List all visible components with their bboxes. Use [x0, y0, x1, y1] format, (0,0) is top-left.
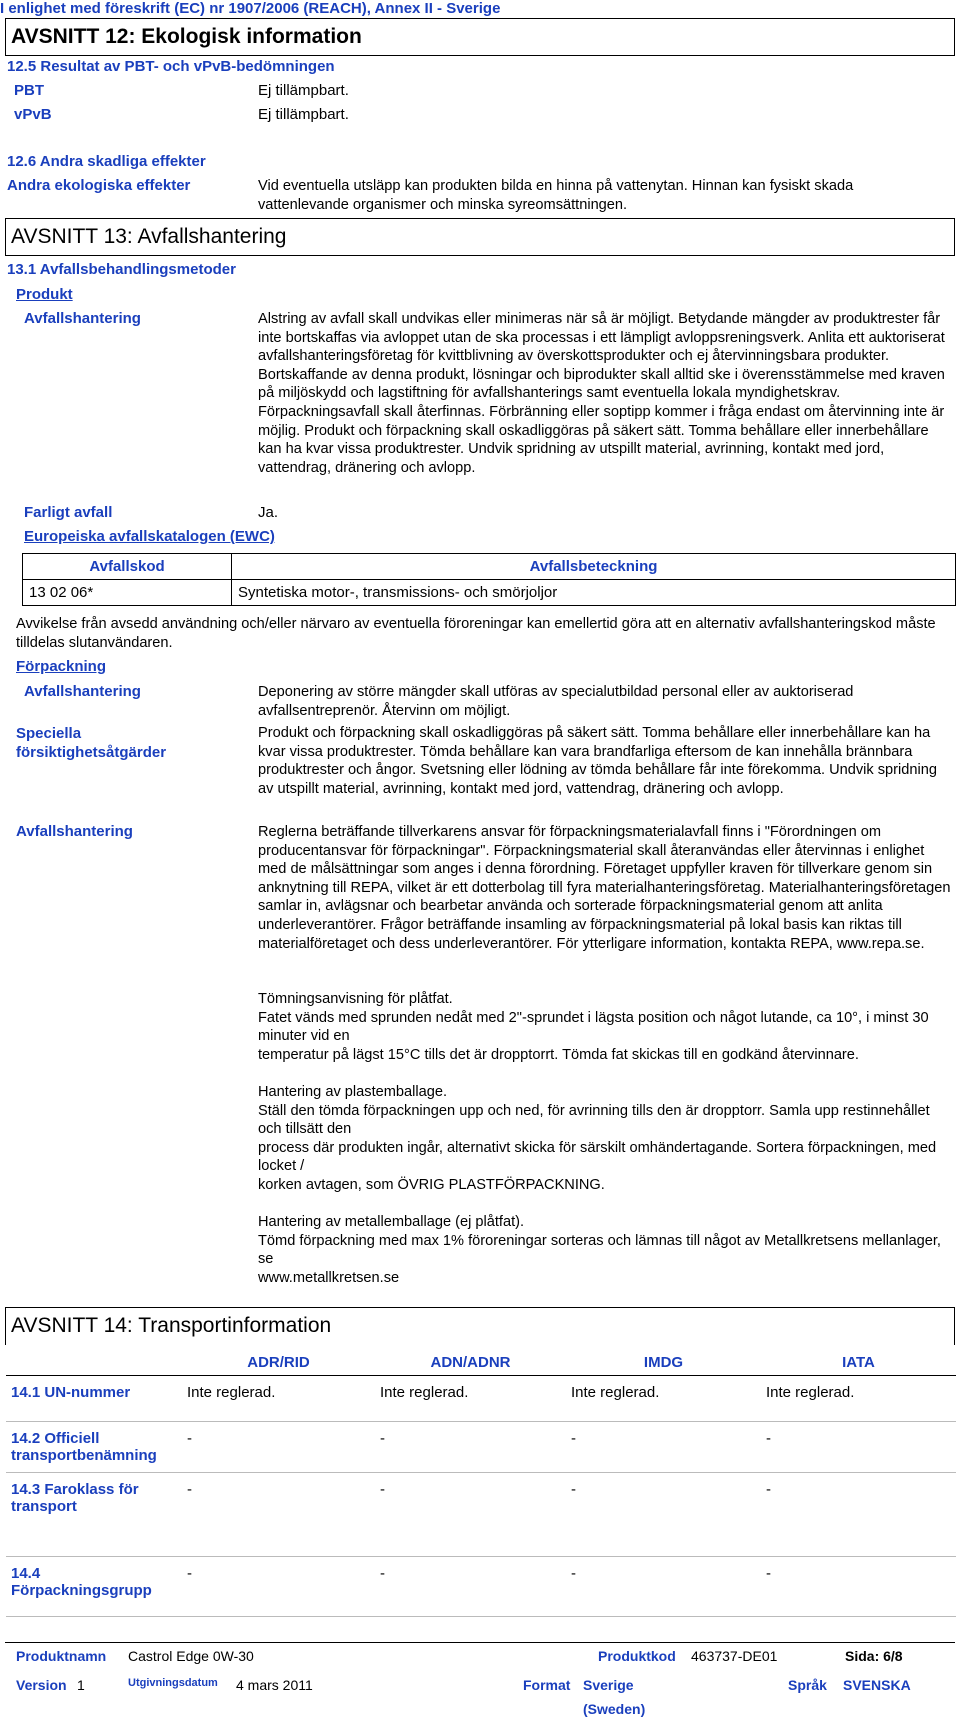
- packaging-label: Förpackning: [16, 658, 107, 675]
- version-label: Version: [16, 1677, 67, 1693]
- cell: -: [375, 1473, 566, 1557]
- transport-table: [6, 1349, 956, 1617]
- waste-label: Avfallshantering: [24, 310, 141, 327]
- product-name-label: Produktnamn: [16, 1648, 107, 1664]
- format-sub: (Sweden): [583, 1701, 646, 1717]
- cell: -: [566, 1473, 761, 1557]
- pbt-label: PBT: [14, 82, 44, 99]
- methods-heading: 13.1 Avfallsbehandlingsmetoder: [7, 261, 236, 278]
- vpvb-value: Ej tillämpbart.: [258, 106, 349, 123]
- product-label: Produkt: [16, 286, 73, 303]
- language-value: SVENSKA: [843, 1677, 911, 1693]
- deviation-text: Avvikelse från avsedd användning och/eller närvaro av eventuella föroreningar kan emellertid göra att en alternativ avfallshanteringskod måste tilldelas slutanvändaren.: [16, 616, 936, 651]
- drum-instructions: [258, 990, 953, 1064]
- section-12-title: AVSNITT 12: Ekologisk information: [5, 18, 955, 56]
- section-13-title: AVSNITT 13: Avfallshantering: [5, 218, 955, 256]
- other-effects-heading: 12.6 Andra skadliga effekter: [7, 153, 206, 170]
- cell: Inte reglerad.: [566, 1376, 761, 1422]
- plastic-line-4: korken avtagen, som ÖVRIG PLASTFÖRPACKNING.: [258, 1176, 605, 1193]
- plastic-instructions: [258, 1083, 953, 1195]
- col-iata: IATA: [761, 1349, 956, 1376]
- other-effects-label: Andra ekologiska effekter: [7, 177, 191, 194]
- pbt-value: Ej tillämpbart.: [258, 82, 349, 99]
- ewc-code: 13 02 06*: [23, 580, 232, 606]
- metal-line-2: Tömd förpackning med max 1% föroreningar sorteras och lämnas till något av Metallkretsens mellanlager, se: [258, 1232, 941, 1268]
- ewc-label: Europeiska avfallskatalogen (EWC): [24, 528, 275, 545]
- row-label-group: 14.4 Förpackningsgrupp: [6, 1557, 182, 1617]
- table-row: [6, 1557, 956, 1617]
- cell: Inte reglerad.: [375, 1376, 566, 1422]
- pbt-heading: 12.5 Resultat av PBT- och vPvB-bedömningen: [7, 58, 335, 75]
- row-label-name: 14.2 Officiell transportbenämning: [6, 1422, 182, 1473]
- cell: -: [182, 1473, 375, 1557]
- metal-instructions: [258, 1213, 953, 1287]
- cell: Inte reglerad.: [182, 1376, 375, 1422]
- ewc-header-code: Avfallskod: [23, 554, 232, 580]
- col-imdg: IMDG: [566, 1349, 761, 1376]
- transport-corner: [6, 1349, 182, 1376]
- other-effects-value: Vid eventuella utsläpp kan produkten bilda en hinna på vattenytan. Hinnan kan fysiskt skada vattenlevande organismer och minska syreomsättningen.: [258, 178, 854, 213]
- cell: -: [182, 1422, 375, 1473]
- table-row: [23, 580, 956, 606]
- cell: -: [375, 1557, 566, 1617]
- drum-line-3: temperatur på lägst 15°C tills det är dropptorrt. Tömda fat skickas till en godkänd återvinnare.: [258, 1046, 859, 1063]
- pack-waste2-p1: Reglerna beträffande tillverkarens ansvar för förpackningsmaterialavfall finns i "Förordningen om producentansvar för förpackningar". Förpackningsmaterial skall återanvändas eller återvinnas i enlighet med de målsättningar som anges i denna förordning. Företaget uppfyller kraven för tillverkare genom sin anknytning till REPA, vilket är ett dotterbolag till fyra materialhanteringsföretag. Materialhanteringsföretagen samlar in, avlägsnar och bearbetar använda och sorterade förpackningsmaterial genom att anlita underleverantörer. Frågor beträffande insamling av förpackningsmaterial på lokal basis kan riktas till materialföretaget och dess underleverantörer. För ytterligare information, kontakta REPA, www.repa.se.: [258, 824, 951, 952]
- format-label: Format: [523, 1677, 571, 1693]
- table-row: [6, 1422, 956, 1473]
- issue-date-label: Utgivningsdatum: [128, 1677, 218, 1689]
- table-row: [6, 1376, 956, 1422]
- ewc-header-desc: Avfallsbeteckning: [232, 554, 956, 580]
- pack-waste-label: Avfallshantering: [24, 683, 141, 700]
- hazardous-value: Ja.: [258, 504, 279, 521]
- drum-line-2: Fatet vänds med sprunden nedåt med 2"-sprundet i lägsta position och något lutande, ca 10°, i minst 30 minuter vid en: [258, 1009, 929, 1045]
- table-row: [6, 1473, 956, 1557]
- col-adr: ADR/RID: [182, 1349, 375, 1376]
- product-name: Castrol Edge 0W-30: [128, 1648, 254, 1664]
- pack-waste-text: Deponering av större mängder skall utföras av specialutbildad personal eller av auktoriserad avfallsentreprenör. Återvinn om möjligt.: [258, 684, 854, 719]
- metal-line-1: Hantering av metallemballage (ej plåtfat).: [258, 1214, 525, 1230]
- page-number: Sida: 6/8: [845, 1648, 903, 1664]
- row-label-class: 14.3 Faroklass för transport: [6, 1473, 182, 1557]
- cell: -: [566, 1422, 761, 1473]
- cell: -: [182, 1557, 375, 1617]
- issue-date: 4 mars 2011: [236, 1677, 313, 1693]
- metal-line-3: www.metallkretsen.se: [258, 1269, 400, 1286]
- footer-divider: [5, 1642, 955, 1643]
- pack-waste2-label: Avfallshantering: [16, 823, 133, 840]
- col-adn: ADN/ADNR: [375, 1349, 566, 1376]
- product-code-label: Produktkod: [598, 1648, 676, 1664]
- plastic-line-2: Ställ den tömda förpackningen upp och ned, för avrinning tills den är dropptorr. Samla upp restinnehållet och tillsätt den: [258, 1102, 930, 1138]
- waste-text: Alstring av avfall skall undvikas eller minimeras när så är möjligt. Betydande mängder av produktrester får inte bortskaffas via avloppet utan de ska processas i ett lämpligt avloppsreningsverk. Anlita ett auktoriserat avfallshanteringsföretag för kvittblivning av överskottsprodukter och ej återvinningsbara produkter. Bortskaffande av denna produkt, lösningar och biprodukter skall alltid ske i överensstämmelse med kraven på miljöskydd och lagstiftning för avfallshanterings samt eventuella lokala myndighetskrav. Förpackningsavfall skall återfinnas. Förbränning eller soptipp kommer i fråga endast om återvinning inte är möjlig. Produkt och förpackning skall oskadliggöras på säkert sätt. Tomma behållare eller innerbehållare kan ha kvar vissa produktrester. Undvik spridning av utspillt material, avrinning, kontakt med jord, vattendrag, dränering och avlopp.: [258, 311, 945, 476]
- vpvb-label: vPvB: [14, 106, 52, 123]
- plastic-line-3: process där produkten ingår, alternativt skicka för särskilt omhändertagande. Sortera förpackningen, med locket /: [258, 1139, 937, 1175]
- ewc-table: [22, 553, 956, 606]
- drum-line-1: Tömningsanvisning för plåtfat.: [258, 991, 453, 1007]
- cell: -: [375, 1422, 566, 1473]
- plastic-line-1: Hantering av plastemballage.: [258, 1084, 448, 1100]
- cell: Inte reglerad.: [761, 1376, 956, 1422]
- regulation-header: I enlighet med föreskrift (EC) nr 1907/2006 (REACH), Annex II - Sverige: [0, 0, 501, 17]
- hazardous-label: Farligt avfall: [24, 504, 113, 521]
- cell: -: [761, 1557, 956, 1617]
- format-value: Sverige: [583, 1677, 634, 1693]
- cell: -: [761, 1422, 956, 1473]
- section-14-title: AVSNITT 14: Transportinformation: [5, 1307, 955, 1345]
- precautions-text: Produkt och förpackning skall oskadliggöras på säkert sätt. Tomma behållare eller innerbehållare kan ha kvar vissa produktrester. Tömda behållare kan vara brandfarliga eftersom de kan innehålla brännbara produktrester och ångor. Svetsning eller lödning av tömda behållare får inte förekomma. Undvik spridning av utspillt material, avrinning, kontakt med jord, vattendrag, dränering och avlopp.: [258, 725, 937, 797]
- cell: -: [566, 1557, 761, 1617]
- footer-row-1: [16, 1648, 106, 1664]
- ewc-desc: Syntetiska motor-, transmissions- och smörjoljor: [232, 580, 956, 606]
- row-label-un: 14.1 UN-nummer: [6, 1376, 182, 1422]
- version-value: 1: [77, 1677, 85, 1693]
- cell: -: [761, 1473, 956, 1557]
- language-label: Språk: [788, 1677, 827, 1693]
- precautions-label: Speciella försiktighetsåtgärder: [16, 725, 167, 761]
- product-code: 463737-DE01: [691, 1648, 778, 1664]
